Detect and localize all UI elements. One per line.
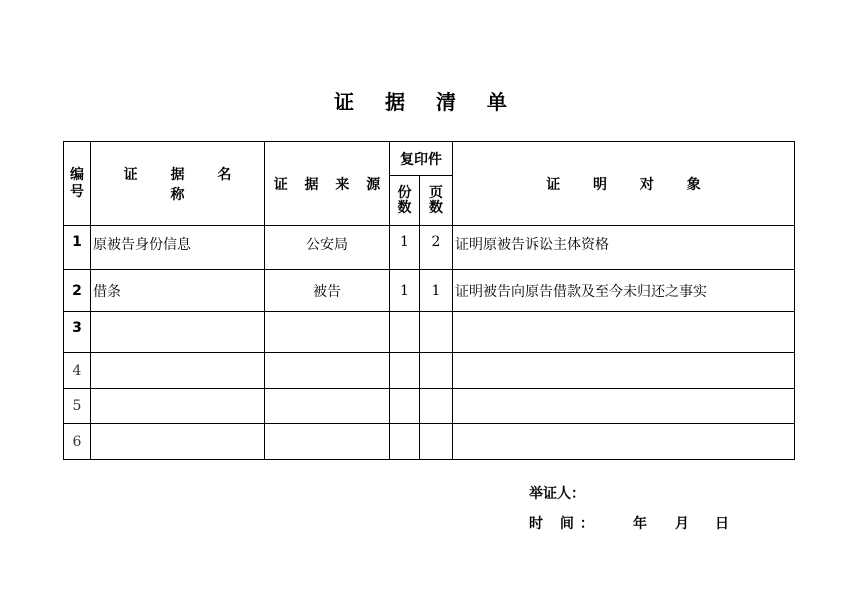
row-proof-purpose — [453, 353, 795, 389]
row-proof-purpose — [453, 312, 795, 353]
row-evidence-source — [265, 353, 390, 389]
row-proof-purpose — [453, 424, 795, 460]
header-evidence-name: 证 据 名 称 — [91, 142, 265, 226]
table-row — [64, 270, 795, 312]
header-number: 编号 — [64, 142, 91, 226]
row-evidence-name — [91, 353, 265, 389]
row-pages — [420, 312, 453, 353]
header-copies: 份数 — [390, 176, 420, 226]
day-label: 日 — [715, 516, 729, 532]
row-evidence-name — [91, 312, 265, 353]
row-proof-purpose — [453, 389, 795, 424]
row-pages — [420, 353, 453, 389]
row-copies — [390, 353, 420, 389]
row-evidence-name: 原被告身份信息 — [91, 226, 265, 270]
row-proof-purpose: 证明被告向原告借款及至今未归还之事实 — [453, 270, 795, 312]
row-copies — [390, 424, 420, 460]
month-label: 月 — [675, 516, 689, 532]
row-evidence-source — [265, 424, 390, 460]
row-evidence-name — [91, 389, 265, 424]
table-row — [64, 353, 795, 389]
row-pages: 2 — [420, 226, 453, 270]
year-label: 年 — [633, 516, 647, 532]
row-number: 2 — [64, 270, 91, 312]
header-proof-purpose: 证 明 对 象 — [453, 142, 795, 226]
row-number: 4 — [64, 353, 91, 389]
time-label: 时 间： — [529, 516, 600, 532]
table-row — [64, 424, 795, 460]
table-row — [64, 226, 795, 270]
header-pages: 页数 — [420, 176, 453, 226]
row-pages: 1 — [420, 270, 453, 312]
document-title: 证 据 清 单 — [334, 90, 519, 114]
evidence-table — [63, 141, 795, 460]
header-photocopy: 复印件 — [390, 142, 453, 176]
row-number: 6 — [64, 424, 91, 460]
row-proof-purpose: 证明原被告诉讼主体资格 — [453, 226, 795, 270]
row-evidence-source — [265, 312, 390, 353]
table-row — [64, 389, 795, 424]
row-copies — [390, 389, 420, 424]
row-evidence-name — [91, 424, 265, 460]
row-evidence-name: 借条 — [91, 270, 265, 312]
row-number: 5 — [64, 389, 91, 424]
row-evidence-source: 被告 — [265, 270, 390, 312]
row-pages — [420, 424, 453, 460]
presenter-label: 举证人： — [529, 486, 585, 502]
row-copies — [390, 312, 420, 353]
row-copies: 1 — [390, 270, 420, 312]
row-pages — [420, 389, 453, 424]
row-number: 3 — [64, 312, 91, 353]
row-number: 1 — [64, 226, 91, 270]
header-evidence-source: 证 据 来 源 — [265, 142, 390, 226]
row-copies: 1 — [390, 226, 420, 270]
row-evidence-source — [265, 389, 390, 424]
row-evidence-source: 公安局 — [265, 226, 390, 270]
header-row — [64, 142, 795, 176]
table-row — [64, 312, 795, 353]
